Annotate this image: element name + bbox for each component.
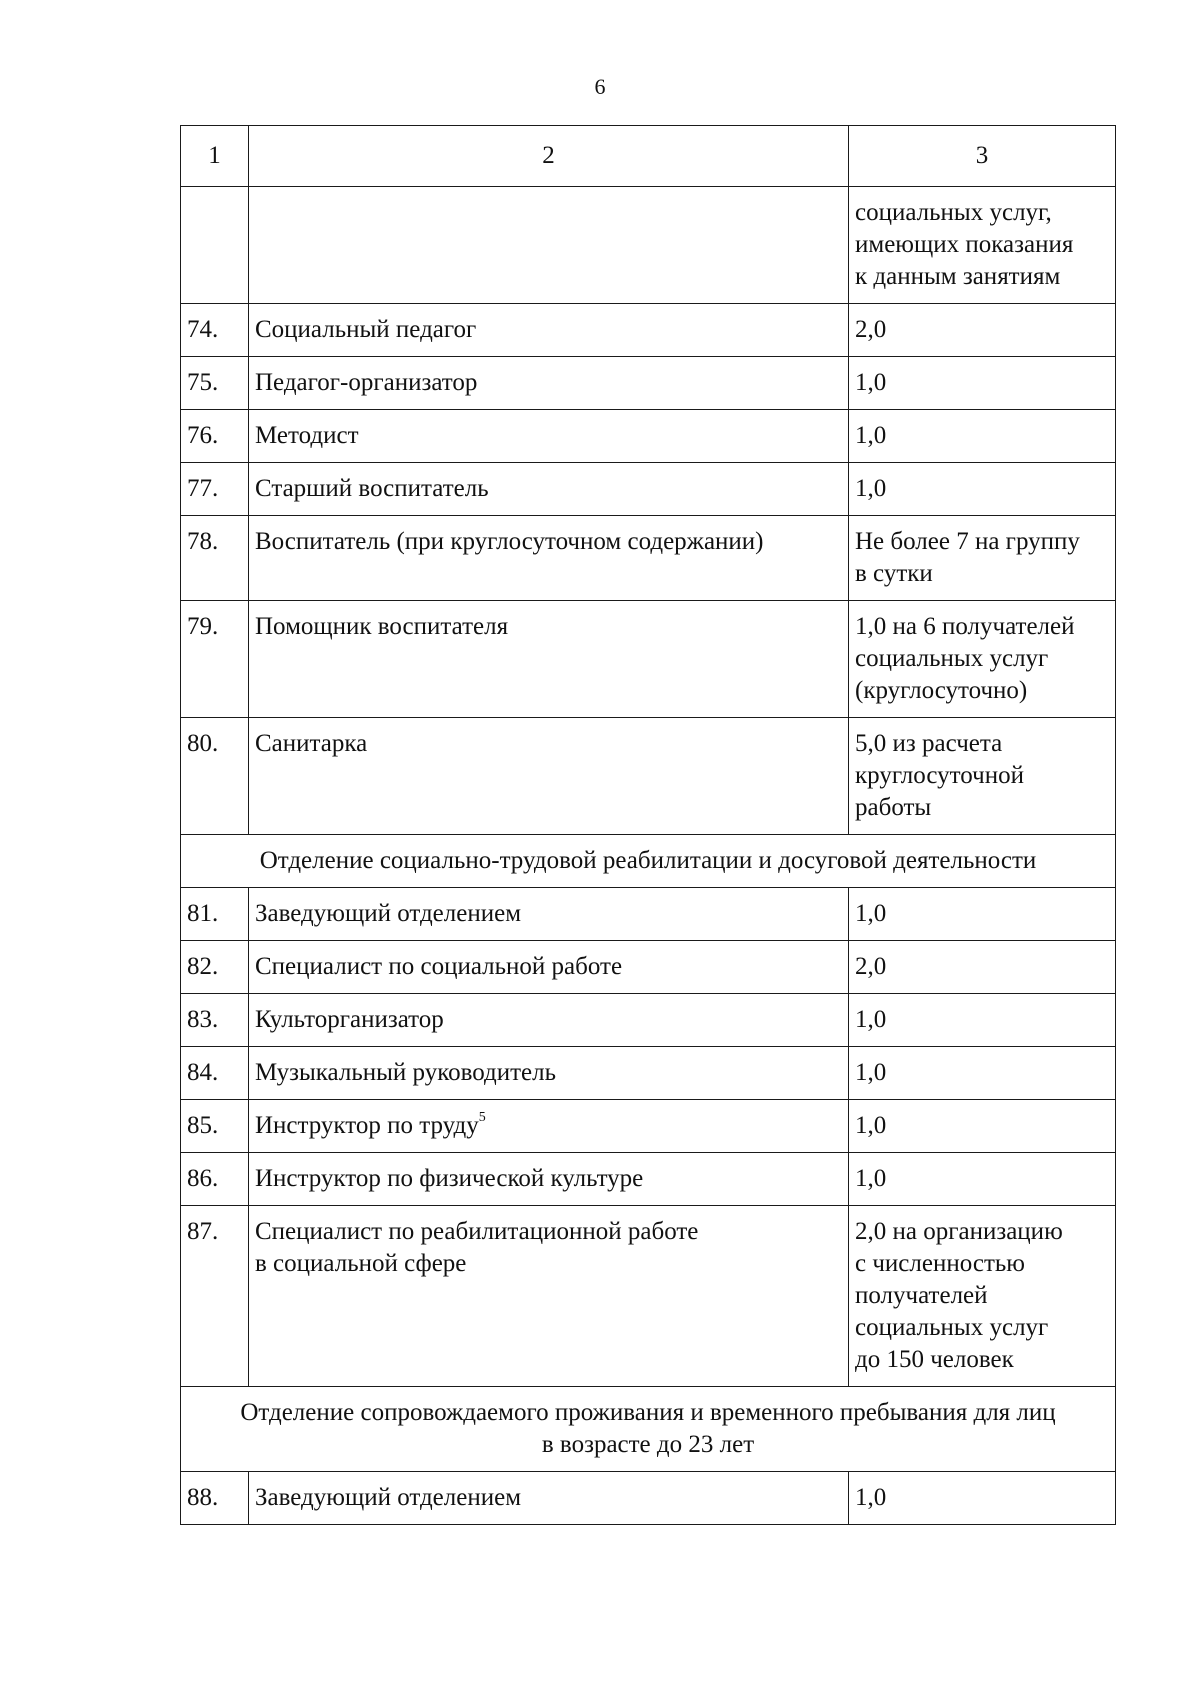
position-cell: [249, 1153, 849, 1206]
position-text: Заведующий отделением: [255, 900, 522, 927]
norm-text: Не более 7 на группу: [855, 528, 1080, 555]
position-text: в социальной сфере: [255, 1250, 467, 1277]
position-text: Старший воспитатель: [255, 475, 489, 502]
norm-cell: [849, 888, 1116, 941]
norm-cell: [849, 941, 1116, 994]
norm-text: социальных услуг: [855, 1314, 1049, 1341]
norm-cell: [849, 516, 1116, 601]
norm-text: к данным занятиям: [855, 263, 1061, 290]
norm-text: социальных услуг: [855, 645, 1049, 672]
table-row: [181, 1206, 1116, 1387]
row-number: 80.: [181, 718, 249, 835]
row-number: 84.: [181, 1047, 249, 1100]
position-cell: [249, 463, 849, 516]
table-row: [181, 1100, 1116, 1153]
position-cell: [249, 304, 849, 357]
position-cell: [249, 718, 849, 835]
position-cell: [249, 1472, 849, 1525]
table-row: [181, 601, 1116, 718]
header-col-3: 3: [849, 126, 1116, 187]
norm-cell: [849, 410, 1116, 463]
position-text: Специалист по реабилитационной работе: [255, 1218, 699, 1245]
position-text: Методист: [255, 422, 359, 449]
norm-cell: [849, 1206, 1116, 1387]
position-cell: [249, 994, 849, 1047]
table-row: [181, 941, 1116, 994]
header-col-1: 1: [181, 126, 249, 187]
table-row: [181, 888, 1116, 941]
norm-cell: [849, 601, 1116, 718]
position-text: Специалист по социальной работе: [255, 953, 623, 980]
norm-cell: [849, 718, 1116, 835]
section-title-text: Отделение сопровождаемого проживания и временного пребывания для лиц: [240, 1399, 1056, 1426]
row-number: 78.: [181, 516, 249, 601]
section-row: [181, 1387, 1116, 1472]
norm-text: 1,0 на 6 получателей: [855, 613, 1075, 640]
position-cell: [249, 1100, 849, 1153]
row-number: 86.: [181, 1153, 249, 1206]
row-number: 82.: [181, 941, 249, 994]
row-number: 75.: [181, 357, 249, 410]
norm-cell: [849, 1472, 1116, 1525]
norm-text: 2,0: [855, 316, 887, 343]
staffing-table: [180, 125, 1116, 1525]
position-text: Помощник воспитателя: [255, 613, 509, 640]
table-row: [181, 718, 1116, 835]
position-cell: [249, 187, 849, 304]
norm-cell: [849, 1100, 1116, 1153]
position-text: Воспитатель (при круглосуточном содержании): [255, 528, 764, 555]
row-number: 79.: [181, 601, 249, 718]
row-number: 77.: [181, 463, 249, 516]
norm-text: (круглосуточно): [855, 677, 1028, 704]
row-number: 85.: [181, 1100, 249, 1153]
norm-text: 1,0: [855, 369, 887, 396]
position-text: Социальный педагог: [255, 316, 477, 343]
norm-cell: [849, 463, 1116, 516]
position-cell: [249, 941, 849, 994]
page-number: 6: [594, 74, 606, 99]
row-number: [181, 187, 249, 304]
row-number: 87.: [181, 1206, 249, 1387]
section-title-text: Отделение социально-трудовой реабилитации и досуговой деятельности: [259, 847, 1037, 874]
position-cell: [249, 410, 849, 463]
position-cell: [249, 1047, 849, 1100]
position-cell: [249, 601, 849, 718]
norm-cell: [849, 187, 1116, 304]
norm-text: 1,0: [855, 1112, 887, 1139]
norm-text: работы: [855, 794, 932, 821]
table-row: [181, 463, 1116, 516]
position-text: Музыкальный руководитель: [255, 1059, 557, 1086]
table-row: [181, 1153, 1116, 1206]
norm-cell: [849, 357, 1116, 410]
norm-text: 1,0: [855, 422, 887, 449]
norm-text: 2,0 на организацию: [855, 1218, 1063, 1245]
table-row: [181, 304, 1116, 357]
row-number: 76.: [181, 410, 249, 463]
norm-cell: [849, 1153, 1116, 1206]
row-number: 88.: [181, 1472, 249, 1525]
table-row: [181, 994, 1116, 1047]
norm-text: социальных услуг,: [855, 199, 1052, 226]
norm-text: 5,0 из расчета: [855, 730, 1003, 757]
table-row: [181, 1047, 1116, 1100]
row-number: 81.: [181, 888, 249, 941]
norm-cell: [849, 1047, 1116, 1100]
table-row: [181, 516, 1116, 601]
norm-text: 1,0: [855, 1059, 887, 1086]
norm-cell: [849, 994, 1116, 1047]
position-text: Инструктор по труду: [255, 1112, 479, 1139]
position-text: Санитарка: [255, 730, 368, 757]
table-row: [181, 410, 1116, 463]
norm-text: 1,0: [855, 900, 887, 927]
header-col-2: 2: [249, 126, 849, 187]
section-title: [181, 835, 1116, 888]
position-text: Инструктор по физической культуре: [255, 1165, 644, 1192]
norm-text: 1,0: [855, 1484, 887, 1511]
norm-text: 1,0: [855, 475, 887, 502]
norm-cell: [849, 304, 1116, 357]
norm-text: имеющих показания: [855, 231, 1074, 258]
position-text: Заведующий отделением: [255, 1484, 522, 1511]
table-header-row: [181, 126, 1116, 187]
footnote-marker: 5: [478, 1110, 486, 1125]
section-title: [181, 1387, 1116, 1472]
staffing-table-body: [181, 126, 1116, 1525]
row-number: 74.: [181, 304, 249, 357]
norm-text: 1,0: [855, 1165, 887, 1192]
section-title-text: в возрасте до 23 лет: [541, 1431, 755, 1458]
norm-text: до 150 человек: [855, 1346, 1014, 1373]
section-row: [181, 835, 1116, 888]
position-cell: [249, 516, 849, 601]
position-text: Педагог-организатор: [255, 369, 478, 396]
norm-text: получателей: [855, 1282, 988, 1309]
position-cell: [249, 888, 849, 941]
row-number: 83.: [181, 994, 249, 1047]
norm-text: круглосуточной: [855, 762, 1024, 789]
norm-text: 2,0: [855, 953, 887, 980]
table-row: [181, 1472, 1116, 1525]
norm-text: 1,0: [855, 1006, 887, 1033]
position-text: Культорганизатор: [255, 1006, 444, 1033]
position-cell: [249, 1206, 849, 1387]
continuation-row: [181, 187, 1116, 304]
norm-text: в сутки: [855, 560, 933, 587]
table-row: [181, 357, 1116, 410]
norm-text: с численностью: [855, 1250, 1025, 1277]
position-cell: [249, 357, 849, 410]
